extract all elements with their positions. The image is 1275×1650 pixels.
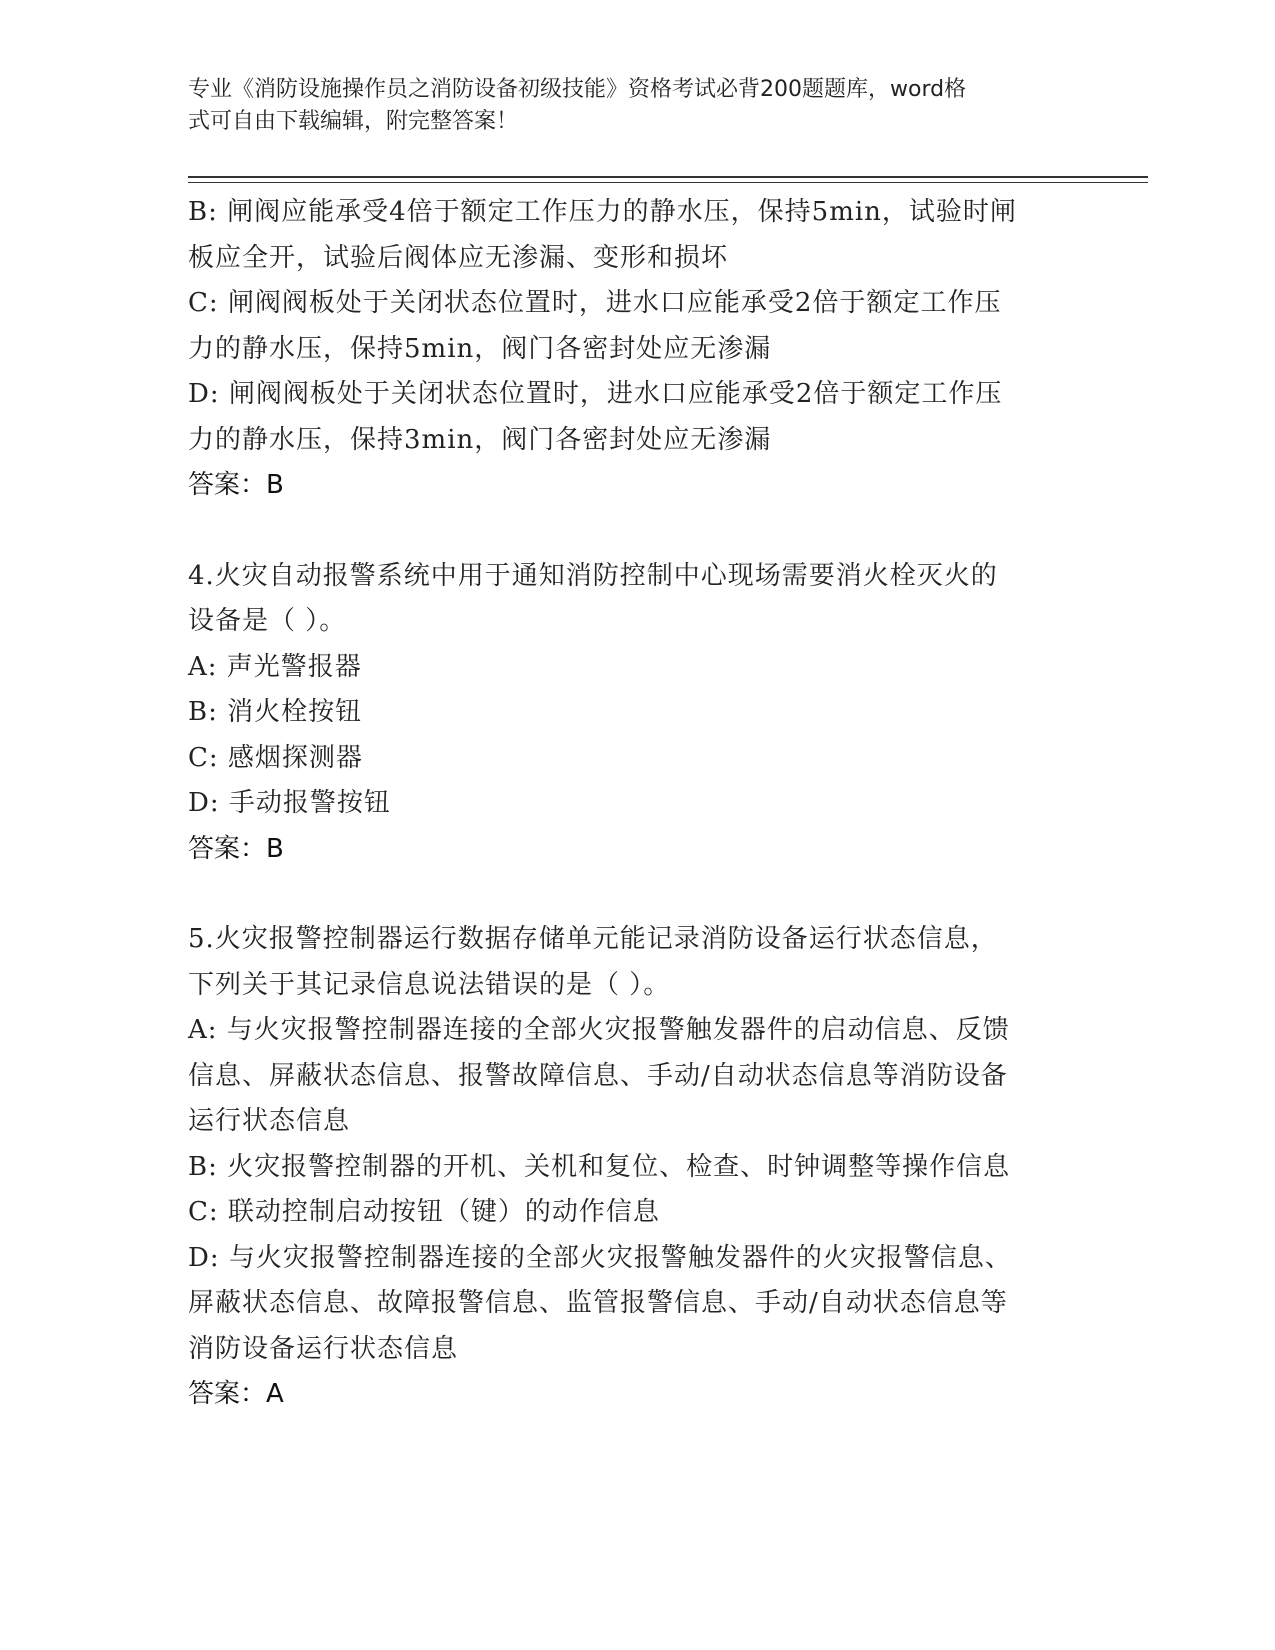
question-4 <box>188 554 1078 873</box>
q5-option-a-line-2: 信息、屏蔽状态信息、报警故障信息、手动/自动状态信息等消防设备 <box>188 1060 1008 1091</box>
q5-option-d-line-2: 屏蔽状态信息、故障报警信息、监管报警信息、手动/自动状态信息等 <box>188 1288 1008 1318</box>
question-gap <box>188 872 1078 917</box>
q4-stem-line-1: 4.火灾自动报警系统中用于通知消防控制中心现场需要消火栓灭火的 <box>188 560 998 591</box>
q4-option-b: B: 消火栓按钮 <box>188 697 363 727</box>
q5-option-b: B: 火灾报警控制器的开机、关机和复位、检查、时钟调整等操作信息 <box>188 1151 1011 1182</box>
question-3 <box>188 190 1078 509</box>
q3-answer: 答案：B <box>188 470 284 500</box>
document-header <box>188 74 1068 138</box>
question-content <box>188 190 1078 1418</box>
question-5 <box>188 917 1078 1418</box>
q5-answer: 答案：A <box>188 1379 284 1409</box>
header-divider-thick <box>188 176 1148 178</box>
q4-answer: 答案：B <box>188 833 284 864</box>
q5-option-d-line-3: 消防设备运行状态信息 <box>188 1333 459 1364</box>
q4-option-a: A: 声光警报器 <box>188 651 362 682</box>
header-line-2: 式可自由下载编辑，附完整答案！ <box>188 109 519 134</box>
q5-option-d-line-1: D: 与火灾报警控制器连接的全部火灾报警触发器件的火灾报警信息、 <box>188 1242 1012 1273</box>
q5-stem-line-1: 5.火灾报警控制器运行数据存储单元能记录消防设备运行状态信息， <box>188 924 998 954</box>
q3-option-c-line-1: C: 闸阀阀板处于关闭状态位置时，进水口应能承受2倍于额定工作压 <box>188 288 1002 318</box>
document-page <box>188 0 1148 1650</box>
header-divider-thin <box>188 182 1148 183</box>
question-gap <box>188 509 1078 554</box>
header-line-1: 专业《消防设施操作员之消防设备初级技能》资格考试必背200题题库，word格 <box>188 77 967 102</box>
q3-option-b-line-2: 板应全开，试验后阀体应无渗漏、变形和损坏 <box>188 242 729 273</box>
q5-option-a-line-1: A: 与火灾报警控制器连接的全部火灾报警触发器件的启动信息、反馈 <box>188 1015 1010 1045</box>
q5-option-c: C: 联动控制启动按钮（键）的动作信息 <box>188 1197 660 1227</box>
q4-option-c: C: 感烟探测器 <box>188 742 363 773</box>
q3-option-d-line-1: D: 闸阀阀板处于关闭状态位置时，进水口应能承受2倍于额定工作压 <box>188 379 1003 409</box>
q3-option-c-line-2: 力的静水压，保持5min，阀门各密封处应无渗漏 <box>188 333 772 364</box>
q4-stem-line-2: 设备是（ ）。 <box>188 606 347 636</box>
q4-option-d: D: 手动报警按钮 <box>188 788 391 818</box>
q5-stem-line-2: 下列关于其记录信息说法错误的是（ ）。 <box>188 969 671 1000</box>
q3-option-b-line-1: B: 闸阀应能承受4倍于额定工作压力的静水压，保持5min，试验时闸 <box>188 197 1017 227</box>
q5-option-a-line-3: 运行状态信息 <box>188 1106 351 1136</box>
q3-option-d-line-2: 力的静水压，保持3min，阀门各密封处应无渗漏 <box>188 424 772 455</box>
